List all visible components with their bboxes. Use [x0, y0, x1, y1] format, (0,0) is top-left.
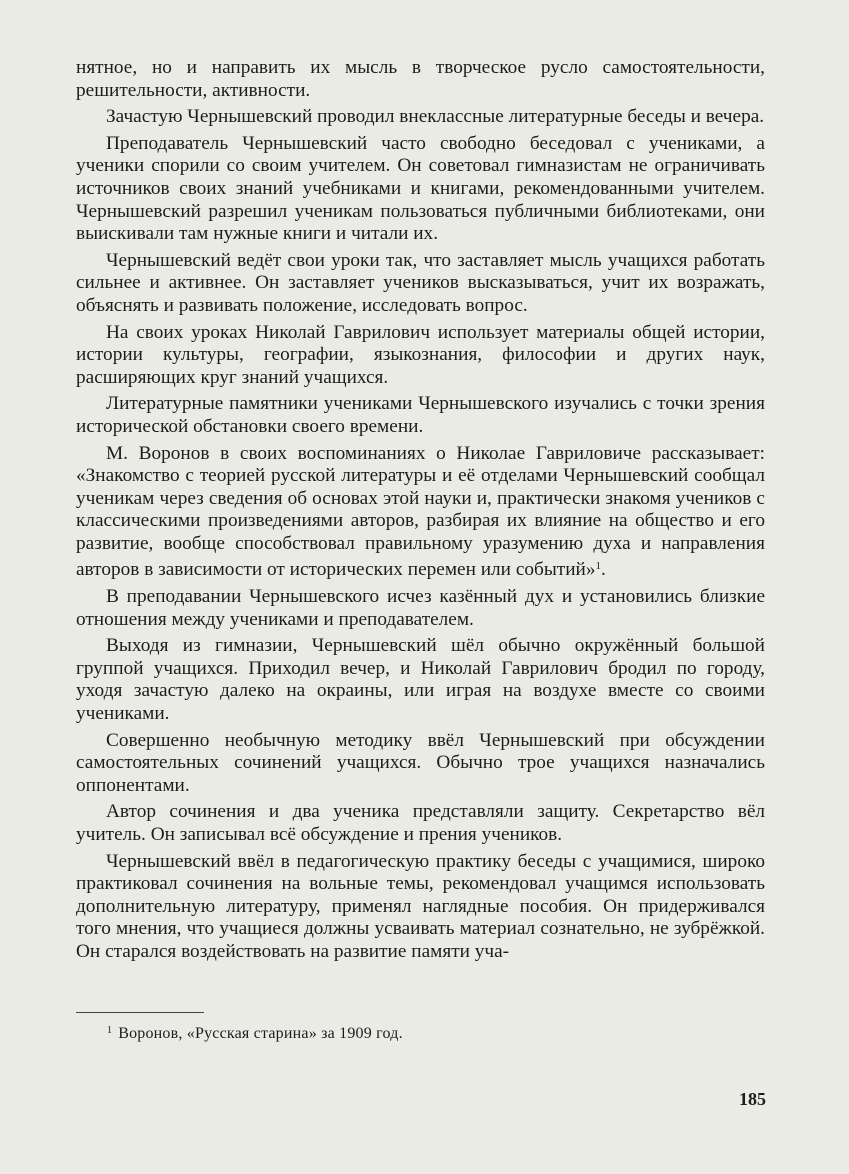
footnote-text: Воронов, «Русская старина» за 1909 год. [118, 1025, 403, 1042]
paragraph: Выходя из гимназии, Чернышевский шёл обычно окружённый большой группой учащихся. Приходил вечер, и Николай Гаврилович бродил по городу, уходя зачастую далеко на окраины, или играя на воздухе вместе со своими учениками. [76, 635, 765, 725]
page-number: 185 [739, 1089, 766, 1109]
body-text [76, 57, 765, 968]
paragraph: Зачастую Чернышевский проводил внеклассные литературные беседы и вечера. [106, 106, 765, 128]
footnote-reference: 1 [595, 560, 601, 573]
paragraph: Чернышевский ведёт свои уроки так, что заставляет мысль учащихся работать сильнее и активнее. Он заставляет учеников высказываться, учит их возражать, объяснять и развивать положение, исследовать вопрос. [76, 249, 765, 316]
paragraph: Чернышевский ввёл в педагогическую практику беседы с учащимися, широко практиковал сочинения на вольные темы, рекомендовал учащимся использовать дополнительную литературу, применял наглядные пособия. Он придерживался того мнения, что учащиеся должны усваивать материал сознательно, не зубрёжкой. Он старался воздействовать на развитие памяти уча- [76, 850, 765, 962]
paragraph-text: М. Воронов в своих воспоминаниях о Николае Гавриловиче рассказывает: «Знакомство с теорией русской литературы и её отделами Чернышевский сообщал ученикам через сведения об основах этой науки и, практически знакомя учеников с классическими произведениями авторов, разбирая их влияние на общество и его развитие, вообще способствовал правильному уразумению духа и направления авторов в зависимости от исторических перемен или событий» [76, 442, 765, 581]
footnote [107, 1021, 403, 1044]
footnote-divider [76, 1012, 204, 1013]
footnote-marker: 1 [107, 1025, 113, 1036]
paragraph: нятное, но и направить их мысль в творческое русло самостоятельности, решительности, активности. [76, 57, 765, 101]
paragraph: Литературные памятники учениками Чернышевского изучались с точки зрения исторической обстановки своего времени. [76, 393, 765, 437]
paragraph: На своих уроках Николай Гаврилович использует материалы общей истории, истории культуры, географии, языкознания, философии и других наук, расширяющих круг знаний учащихся. [76, 321, 765, 388]
paragraph: Преподаватель Чернышевский часто свободно беседовал с учениками, а ученики спорили со своим учителем. Он советовал гимназистам не ограничивать источников своих знаний учебниками и книгами, рекомендованными учителем. Чернышевский разрешил ученикам пользоваться публичными библиотеками, они выискивали там нужные книги и читали их. [76, 132, 765, 245]
paragraph: Автор сочинения и два ученика представляли защиту. Секретарство вёл учитель. Он записывал всё обсуждение и прения учеников. [76, 801, 765, 845]
paragraph: Совершенно необычную методику ввёл Чернышевский при обсуждении самостоятельных сочинений учащихся. Обычно трое учащихся назначались оппонентами. [76, 729, 765, 796]
paragraph: В преподавании Чернышевского исчез казённый дух и установились близкие отношения между учениками и преподавателем. [76, 586, 765, 630]
paragraph-with-quote: М. Воронов в своих воспоминаниях о Николае Гавриловиче рассказывает: «Знакомство с теорией русской литературы и её отделами Чернышевский сообщал ученикам через сведения об основах этой науки и, практически знакомя учеников с классическими произведениями авторов, разбирая их влияние на общество и его развитие, вообще способствовал правильному уразумению духа и направления авторов в зависимости от исторических перемен или событий»$^1$. [76, 442, 765, 581]
